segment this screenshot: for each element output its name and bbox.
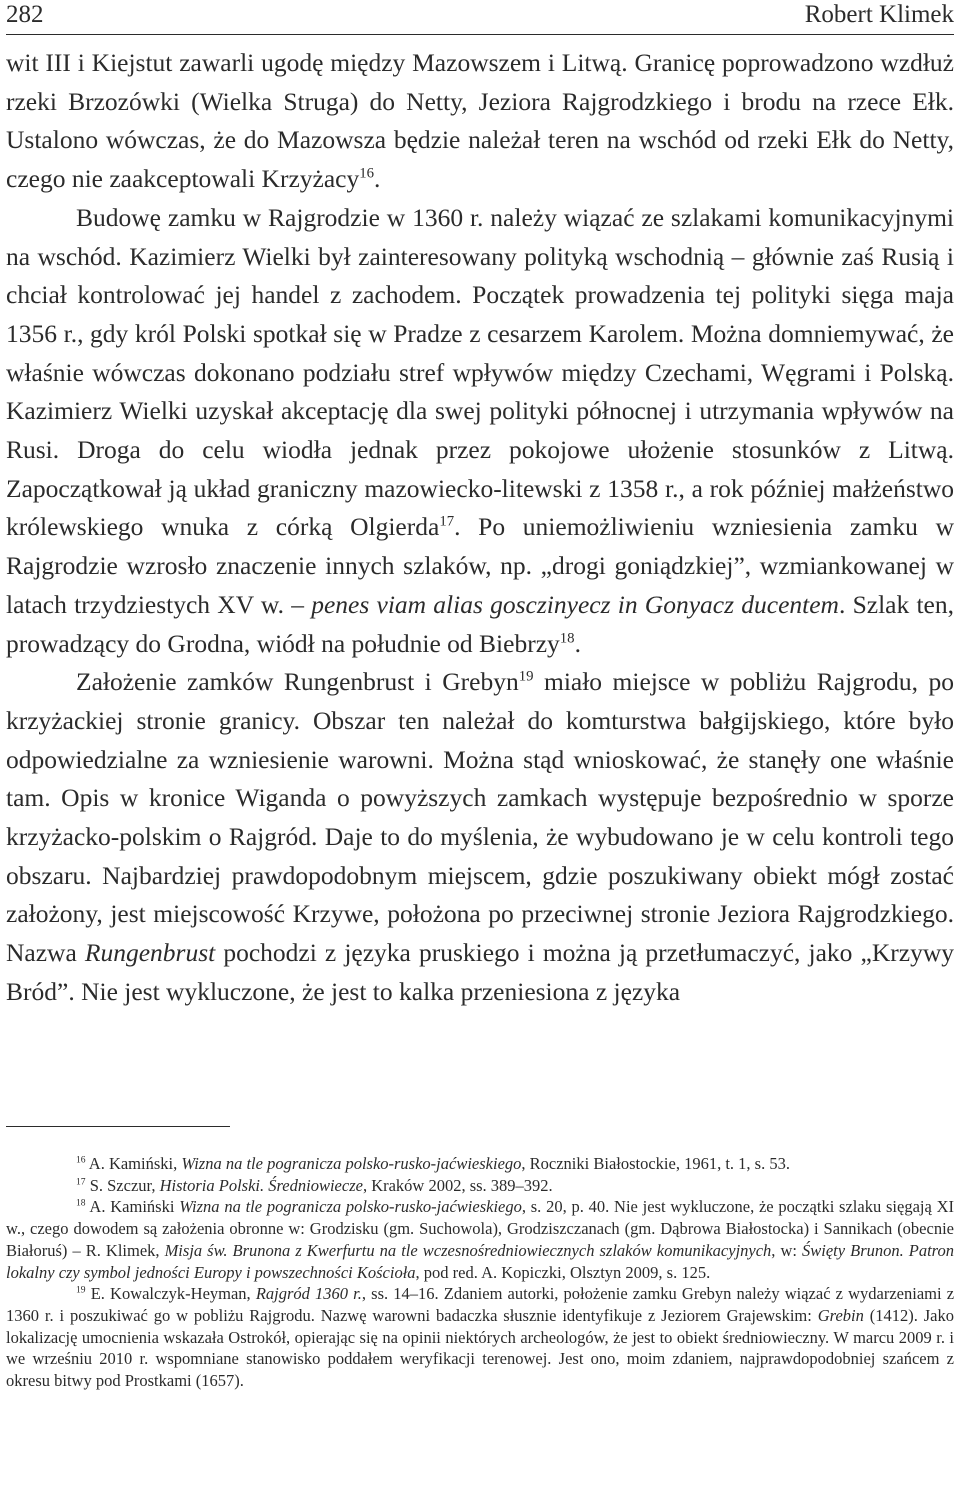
footnote-text: S. Szczur, — [85, 1175, 160, 1195]
footnote-number: 18 — [76, 1197, 86, 1209]
paragraph-3-text-3: pochodzi z języka pruskiego i można ją przetłumaczyć, jako „Krzywy Bród”. Nie jest wykluczone, że jest to kalka przeniesiona z języka — [6, 938, 954, 1006]
paragraph-3-text: Założenie zamków Rungenbrust i Grebyn — [76, 667, 519, 697]
footnote-text: , pod red. A. Kopiczki, Olsztyn 2009, s. 125. — [415, 1262, 711, 1282]
footnote-title: Rajgród 1360 r. — [255, 1284, 362, 1304]
latin-quote: penes viam alias gosczinyecz in Gonyacz ducentem — [311, 589, 839, 619]
footnote-ref-17: 17 — [439, 513, 455, 530]
footnote-16 — [6, 1153, 954, 1175]
footnote-ref-19: 19 — [518, 668, 534, 685]
page-header — [6, 0, 954, 35]
footnote-title: Misja św. Brunona z Kwerfurtu na tle wczesnośredniowiecznych szlaków komunikacyjnych — [164, 1240, 772, 1260]
paragraph-1-end: . — [374, 164, 381, 194]
paragraph-1 — [6, 44, 954, 199]
footnote-ref-18: 18 — [559, 630, 575, 647]
footnote-text: , Roczniki Białostockie, 1961, t. 1, s. 53. — [521, 1154, 790, 1173]
footnote-text: , w: — [771, 1240, 802, 1260]
page-number: 282 — [6, 1, 44, 28]
paragraph-3-text-2: miało miejsce w pobliżu Rajgrodu, po krzyżackiej stronie granicy. Obszar ten należał do komturstwa bałgijskiego, które było odpowiedzialne za wzniesienie warowni. Można stąd wnioskować, że stanęły one właśnie tam. Opis w kronice Wiganda o powyższych zamkach występuje bezpośrednio w sporze krzyżacko-polskim o Rajgród. Daje to do myślenia, że wybudowano je w celu kontroli tego obszaru. Najbardziej prawdopodobnym miejscem, gdzie poszukiwany obiekt mógł zostać założony, jest miejscowość Krzywe, położona po przeciwnej stronie Jeziora Rajgrodzkiego. Nazwa — [6, 667, 955, 968]
footnotes — [6, 1153, 954, 1392]
footnote-number: 16 — [76, 1154, 86, 1166]
paragraph-2 — [6, 199, 954, 663]
footnote-text: (1412). Jako lokalizację umocnienia wskazała Ostrokół, opierając się na opinii niektórych archeologów, że jest to obiekt średniowieczny. W marcu 2009 r. i we wrześniu 2010 r. wspomniane stanowisko poddałem weryfikacji terenowej. Jest ono, moim zdaniem, najprawdopodobniej szańcem z okresu bitwy pod Prostkami (1657). — [6, 1305, 954, 1391]
footnote-number: 19 — [76, 1284, 86, 1296]
footnote-separator — [6, 1126, 230, 1127]
footnote-17 — [6, 1175, 954, 1197]
footnote-18 — [6, 1196, 954, 1283]
paragraph-2-text: Budowę zamku w Rajgrodzie w 1360 r. należy wiązać ze szlakami komunikacyjnymi na wschód. Kazimierz Wielki był zainteresowany polityką wschodnią – głównie zaś Rusią i chciał kontrolować jej handel z zachodem. Początek prowadzenia tej polityki sięga maja 1356 r., gdy król Polski spotkał się w Pradze z cesarzem Karolem. Można domniemywać, że właśnie wówczas dokonano podziału stref wpływów między Czechami, Węgrami i Polską. Kazimierz Wielki uzyskał akceptację dla swej polityki północnej i utrzymania wpływów na Rusi. Droga do celu wiodła jednak przez pokojowe ułożenie stosunków z Litwą. Zapoczątkował ją układ graniczny mazowiecko-litewski z 1358 r., a rok później małżeństwo królewskiego wnuka z córką Olgierda — [6, 202, 954, 542]
footnote-text: A. Kamiński, — [85, 1154, 182, 1173]
paragraph-3 — [6, 663, 954, 1011]
footnote-text: A. Kamiński — [85, 1197, 180, 1217]
paragraph-1-text: wit III i Kiejstut zawarli ugodę między Mazowszem i Litwą. Granicę poprowadzono wzdłuż rzeki Brzozówki (Wielka Struga) do Netty, Jeziora Rajgrodzkiego i brodu na rzece Ełk. Ustalono wówczas, że do Mazowsza będzie należał teren na wschód od rzeki Ełk do Netty, czego nie zaakceptowali Krzyżacy — [6, 48, 954, 194]
castle-name: Rungenbrust — [84, 938, 216, 968]
paragraph-2-text-2: . Po uniemożliwieniu wzniesienia zamku w Rajgrodzie wzrosło znaczenie innych szlaków, np. „drogi goniądzkiej”, wzmiankowanej w latach trzydziestych XV w. – — [6, 512, 955, 619]
footnote-title: Święty Brunon. Patron lokalny czy symbol jedności Europy i powszechności Kościoła — [6, 1240, 954, 1282]
footnote-text: E. Kowalczyk-Heyman, — [85, 1284, 256, 1304]
footnote-text: , ss. 14–16. Zdaniem autorki, położenie zamku Grebyn należy wiązać z wydarzeniami z 1360 r. i poszukiwać go w pobliżu Rajgrodu. Nazwę warowni badaczka słusznie identyfikuje z Jeziorem Grajewskim: — [6, 1284, 955, 1325]
running-head-author: Robert Klimek — [804, 1, 954, 28]
footnote-title: Wizna na tle pogranicza polsko-rusko-jaćwieskiego — [181, 1154, 522, 1173]
footnote-text: , Kraków 2002, ss. 389–392. — [362, 1175, 553, 1195]
paragraph-2-end: . — [574, 628, 581, 658]
footnote-text: , s. 20, p. 40. Nie jest wykluczone, że początki szlaku sięgają XI w., czego dowodem są założenia obronne w: Grodzisku (gm. Suchowola), Grodziszczanach (gm. Dąbrowa Białostocka) i Sannikach (obecnie Białoruś) – R. Klimek, — [6, 1197, 954, 1260]
paragraph-2-text-3: . Szlak ten, prowadzący do Grodna, wiódł na południe od Biebrzy — [6, 589, 954, 658]
footnote-ref-16: 16 — [359, 165, 375, 182]
footnote-title: Wizna na tle pogranicza polsko-rusko-jaćwieskiego — [179, 1197, 522, 1217]
main-text — [6, 44, 954, 1012]
footnote-title: Historia Polski. Średniowiecze — [159, 1175, 363, 1195]
footnote-title: Grebin — [817, 1305, 864, 1325]
footnote-19 — [6, 1283, 954, 1392]
footnote-number: 17 — [76, 1176, 86, 1188]
